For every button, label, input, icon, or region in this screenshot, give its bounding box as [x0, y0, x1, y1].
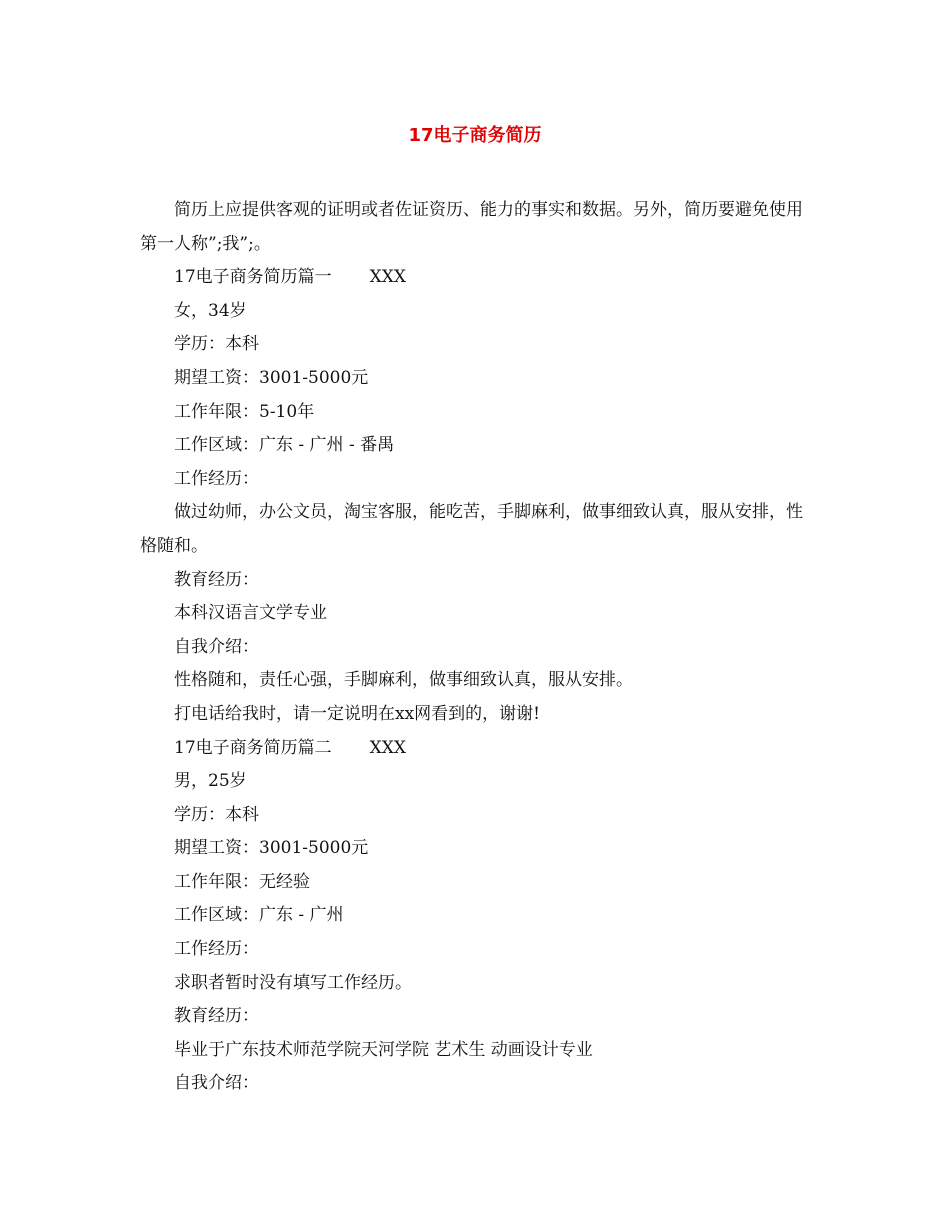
resume1-name: XXX — [369, 267, 406, 288]
resume2-work-text: 求职者暂时没有填写工作经历。 — [174, 972, 412, 993]
resume1-years: 工作年限：5-10年 — [174, 401, 315, 422]
resume1-salary: 期望工资：3001-5000元 — [174, 367, 369, 388]
resume2-region: 工作区域：广东 - 广州 — [174, 905, 344, 926]
resume2-education: 学历：本科 — [174, 804, 259, 825]
resume1-work-text: 做过幼师，办公文员，淘宝客服，能吃苦，手脚麻利，做事细致认真，服从安排，性格随和。 — [140, 502, 803, 556]
document-title: 17电子商务简历 — [408, 125, 542, 146]
document-body — [140, 194, 816, 1101]
resume1-work-label: 工作经历： — [174, 468, 259, 489]
resume2-edu-label: 教育经历： — [174, 1006, 259, 1027]
resume1-edu-label: 教育经历： — [174, 569, 259, 590]
resume1-education: 学历：本科 — [174, 334, 259, 355]
resume1-heading: 17电子商务简历篇一 — [174, 267, 332, 288]
resume2-salary: 期望工资：3001-5000元 — [174, 838, 369, 859]
resume2-heading-line — [140, 732, 816, 766]
resume1-self-label: 自我介绍： — [174, 636, 259, 657]
resume1-edu-text: 本科汉语言文学专业 — [174, 603, 327, 624]
resume1-gender-age: 女，34岁 — [174, 300, 247, 321]
resume2-years: 工作年限：无经验 — [174, 871, 310, 892]
resume2-gender-age: 男，25岁 — [174, 771, 247, 792]
resume1-self-text: 性格随和，责任心强，手脚麻利，做事细致认真，服从安排。 — [174, 670, 633, 691]
resume1-heading-line — [140, 261, 816, 295]
resume2-edu-text: 毕业于广东技术师范学院天河学院 艺术生 动画设计专业 — [174, 1039, 593, 1060]
resume2-self-label: 自我介绍： — [174, 1073, 259, 1094]
intro-paragraph: 简历上应提供客观的证明或者佐证资历、能力的事实和数据。另外，简历要避免使用第一人称”;我”;。 — [140, 200, 803, 254]
resume2-name: XXX — [369, 737, 406, 758]
resume1-contact: 打电话给我时，请一定说明在xx网看到的，谢谢! — [174, 703, 541, 724]
resume2-heading: 17电子商务简历篇二 — [174, 737, 332, 758]
resume2-work-label: 工作经历： — [174, 939, 259, 960]
resume1-region: 工作区域：广东 - 广州 - 番禺 — [174, 435, 395, 456]
